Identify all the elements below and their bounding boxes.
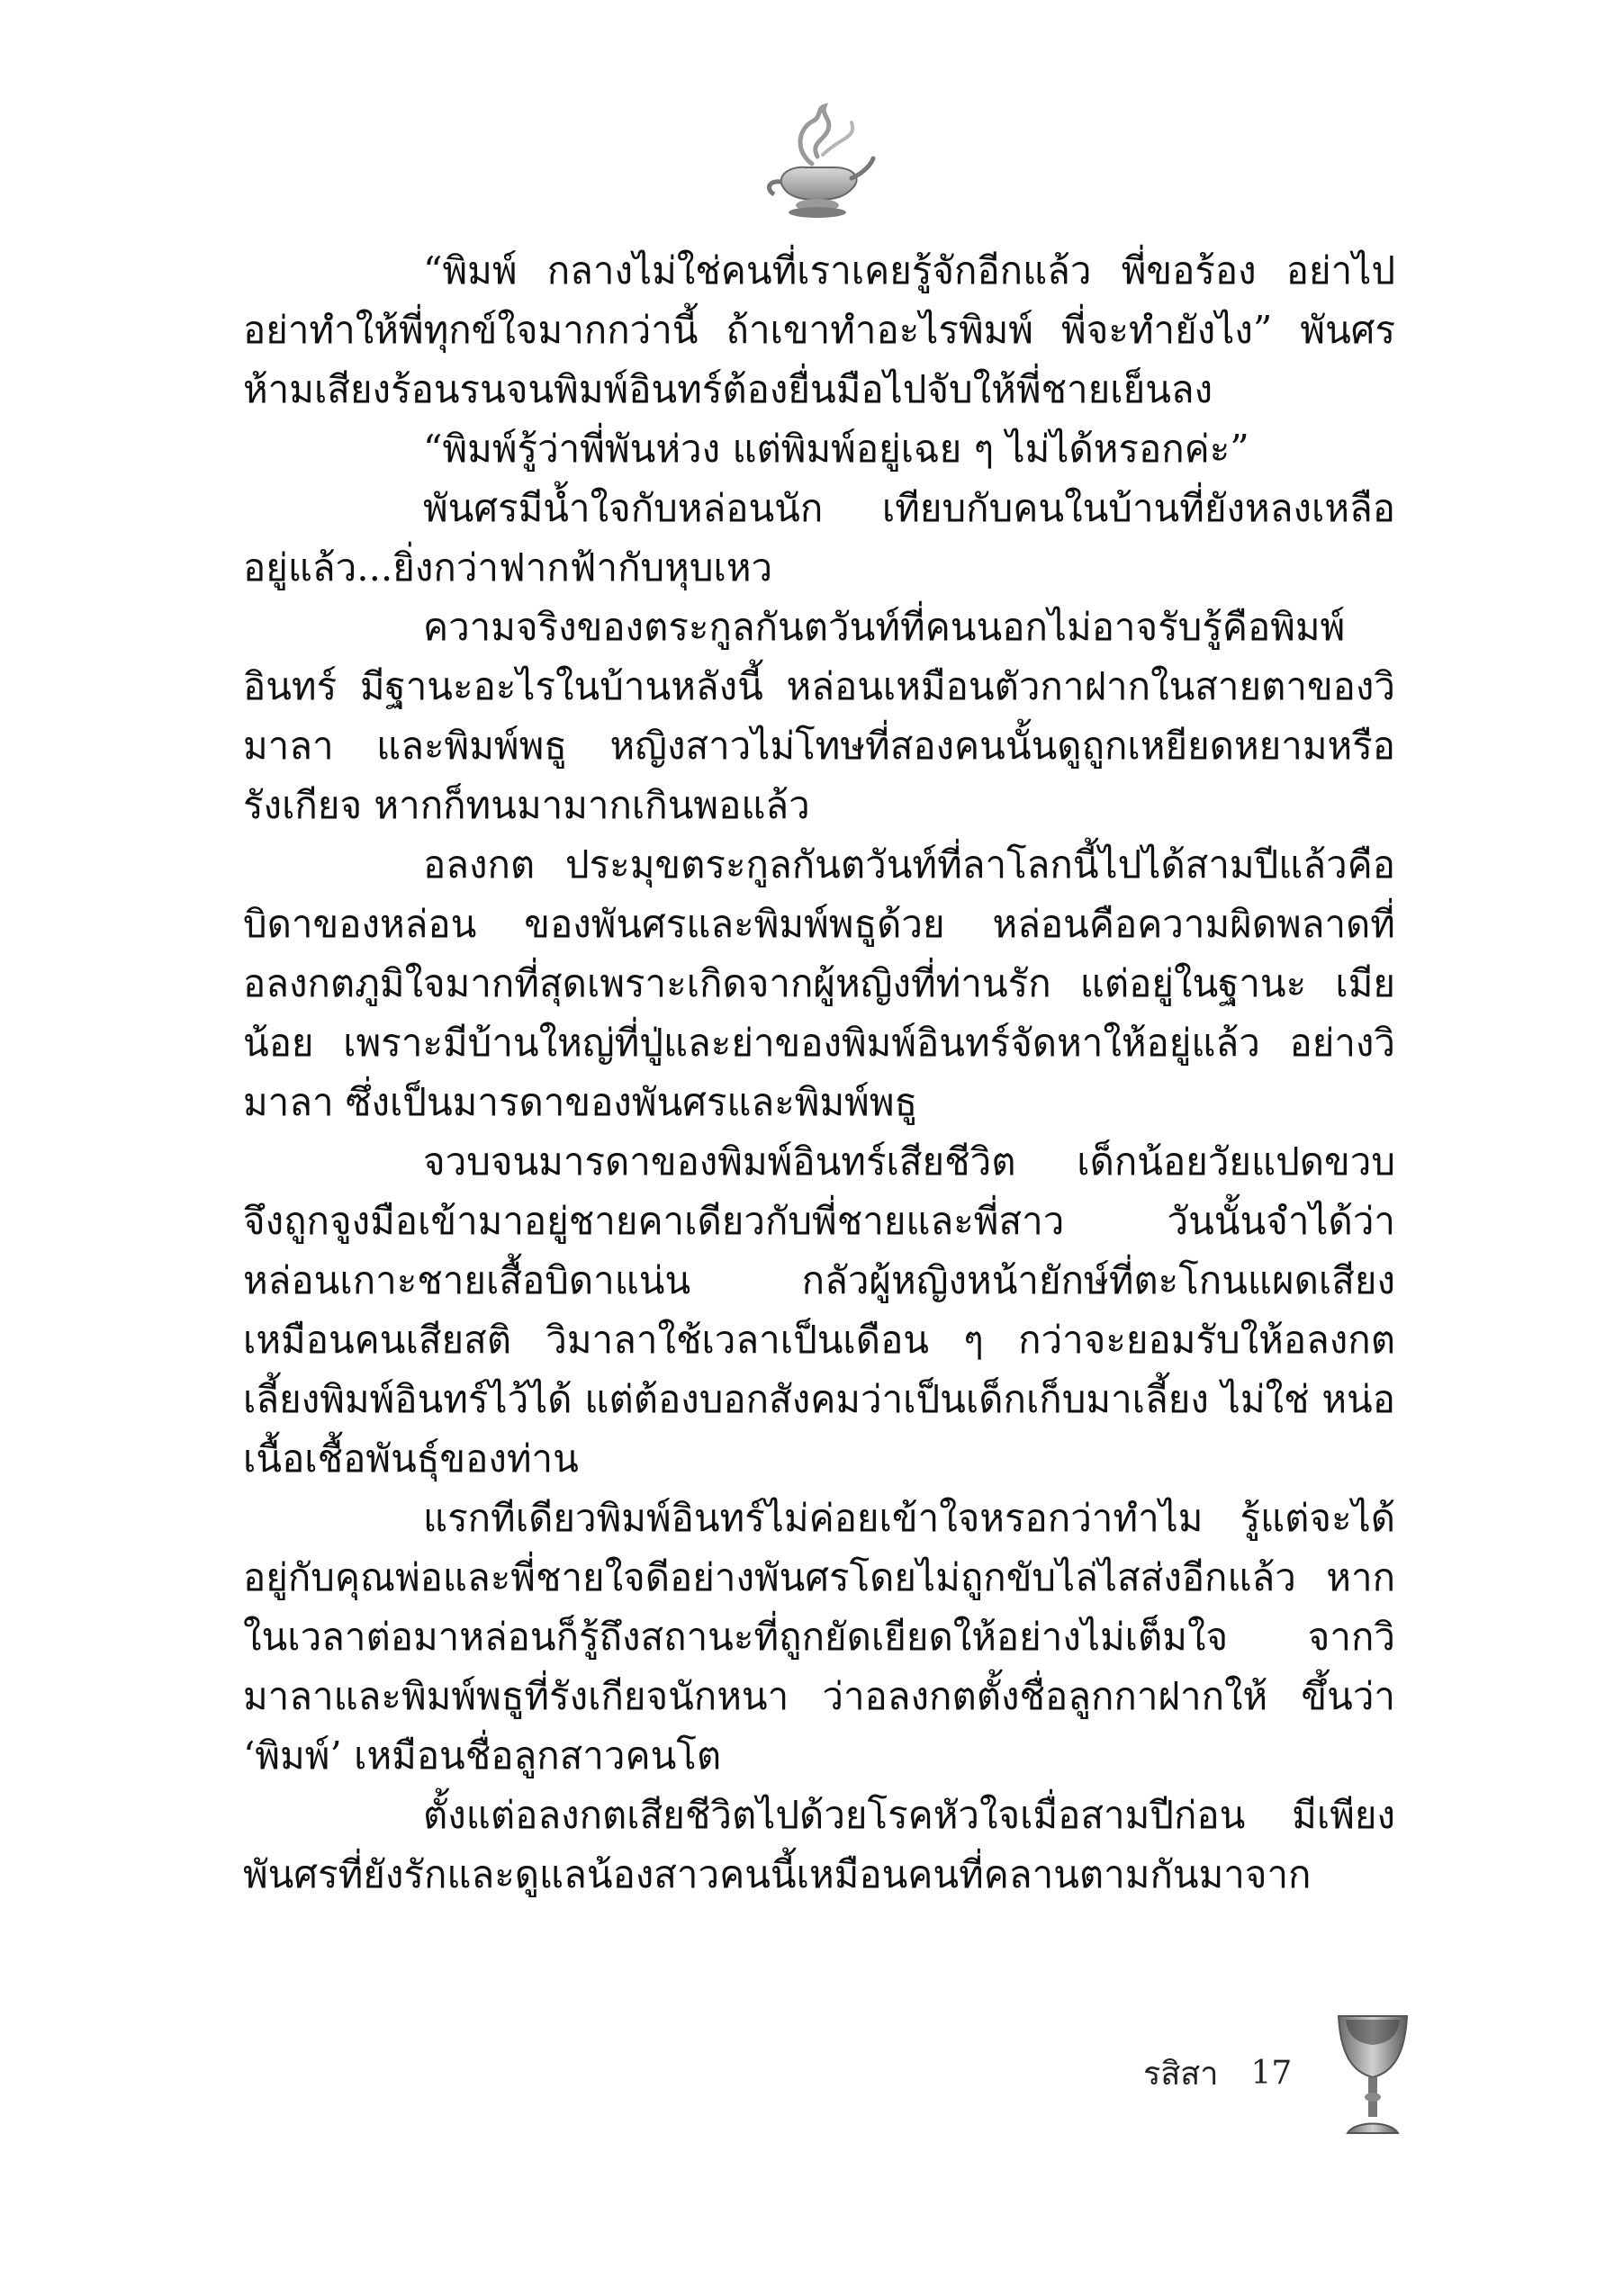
genie-lamp-icon xyxy=(758,101,877,227)
paragraph: ความจริงของตระกูลกันตวันท์ที่คนนอกไม่อาจรับรู้คือพิมพ์อินทร์ มีฐานะอะไรในบ้านหลังนี้ หล่อนเหมือนตัวกาฝากในสายตาของวิมาลา และพิมพ์พธู หญิงสาวไม่โทษที่สองคนนั้นดูถูกเหยียดหยามหรือรังเกียจ หากก็ทนมามากเกินพอแล้ว xyxy=(243,605,1395,827)
paragraph: “พิมพ์รู้ว่าพี่พันห่วง แต่พิมพ์อยู่เฉย ๆ ไม่ได้หรอกค่ะ” xyxy=(423,427,1249,471)
paragraph: ตั้งแต่อลงกตเสียชีวิตไปด้วยโรคหัวใจเมื่อสามปีก่อน มีเพียง พันศรที่ยังรักและดูแลน้องสาวคนนี้เหมือนคนที่คลานตามกันมาจาก xyxy=(243,1793,1395,1896)
page-footer xyxy=(1143,2048,1292,2099)
body-text xyxy=(243,241,1395,1904)
paragraph: แรกทีเดียวพิมพ์อินทร์ไม่ค่อยเข้าใจหรอกว่าทำไม รู้แต่จะได้ อยู่กับคุณพ่อและพี่ชายใจดีอย่างพันศรโดยไม่ถูกขับไล่ไสส่งอีกแล้ว หากในเวลาต่อมาหล่อนก็รู้ถึงสถานะที่ถูกยัดเยียดให้อย่างไม่เต็มใจ จากวิมาลาและพิมพ์พธูที่รังเกียจนักหนา ว่าอลงกตตั้งชื่อลูกกาฝากให้ ขึ้นว่า ‘พิมพ์’ เหมือนชื่อลูกสาวคนโต xyxy=(243,1496,1395,1778)
paragraph: “พิมพ์ กลางไม่ใช่คนที่เราเคยรู้จักอีกแล้ว พี่ขอร้อง อย่าไป อย่าทำให้พี่ทุกข์ใจมากกว่านี้ ถ้าเขาทำอะไรพิมพ์ พี่จะทำยังไง” พันศร ห้ามเสียงร้อนรนจนพิมพ์อินทร์ต้องยื่นมือไปจับให้พี่ชายเย็นลง xyxy=(243,248,1395,411)
paragraph: อลงกต ประมุขตระกูลกันตวันท์ที่ลาโลกนี้ไปได้สามปีแล้วคือ บิดาของหล่อน ของพันศรและพิมพ์พธูด้วย หล่อนคือความผิดพลาดที่ อลงกตภูมิใจมากที่สุดเพราะเกิดจากผู้หญิงที่ท่านรัก แต่อยู่ในฐานะ เมียน้อย เพราะมีบ้านใหญ่ที่ปู่และย่าของพิมพ์อินทร์จัดหาให้อยู่แล้ว อย่างวิมาลา ซึ่งเป็นมารดาของพันศรและพิมพ์พธู xyxy=(243,842,1395,1124)
paragraph: จวบจนมารดาของพิมพ์อินทร์เสียชีวิต เด็กน้อยวัยแปดขวบ จึงถูกจูงมือเข้ามาอยู่ชายคาเดียวกับพี่ชายและพี่สาว วันนั้นจำได้ว่า หล่อนเกาะชายเสื้อบิดาแน่น กลัวผู้หญิงหน้ายักษ์ที่ตะโกนแผดเสียง เหมือนคนเสียสติ วิมาลาใช้เวลาเป็นเดือน ๆ กว่าจะยอมรับให้อลงกต เลี้ยงพิมพ์อินทร์ไว้ได้ แต่ต้องบอกสังคมว่าเป็นเด็กเก็บมาเลี้ยง ไม่ใช่ หน่อเนื้อเชื้อพันธุ์ของท่าน xyxy=(243,1139,1395,1481)
page-number: 17 xyxy=(1250,2055,1293,2092)
book-title: รสิสา xyxy=(1143,2056,1219,2093)
goblet-icon xyxy=(1328,2007,1418,2142)
paragraph: พันศรมีน้ำใจกับหล่อนนัก เทียบกับคนในบ้านที่ยังหลงเหลือ อยู่แล้ว...ยิ่งกว่าฟากฟ้ากับหุบเหว xyxy=(243,486,1395,590)
